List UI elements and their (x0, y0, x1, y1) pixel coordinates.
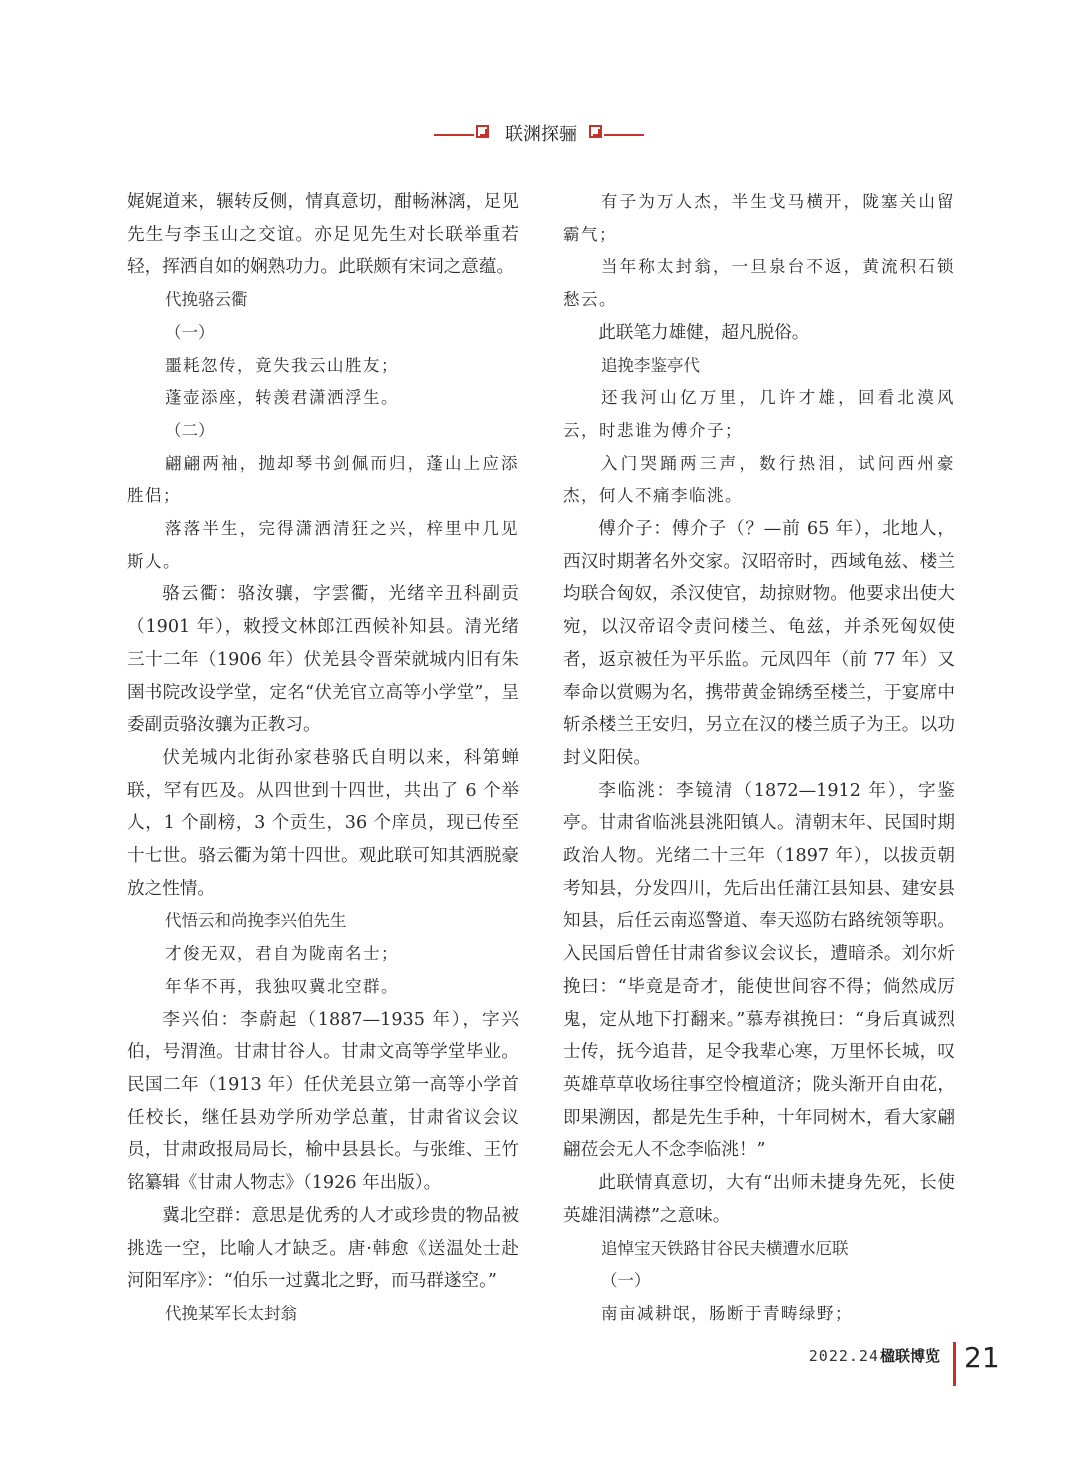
couplet-line: 落落半生，完得潇洒清狂之兴，梓里中几见斯人。 (127, 519, 519, 571)
paragraph: 骆云衢：骆汝骧，字雲衢，光绪辛丑科副贡（1901 年），敕授文林郎江西候补知县。清光绪三十二年（1906 年）伏羌县令晋荣就城内旧有朱圉书院改设学堂，定名“伏羌官立高等小学堂”，呈委副贡骆汝骧为正教习。 (127, 584, 519, 736)
couplet-line: 还我河山亿万里，几许才雄，回看北漠风云，时悲谁为傅介子； (563, 388, 955, 440)
left-column (127, 186, 519, 1331)
couplet-heading: 代悟云和尚挽李兴伯先生 (165, 911, 347, 931)
paragraph: 此联笔力雄健，超凡脱俗。 (598, 322, 810, 343)
couplet-line: 噩耗忽传，竟失我云山胜友； (165, 355, 399, 375)
couplet-heading: 追挽李鉴亭代 (601, 355, 700, 375)
couplet-line: 翩翩两袖，抛却琴书剑佩而归，蓬山上应添胜侣； (127, 453, 519, 506)
couplet-heading: （二） (165, 420, 215, 440)
paragraph: 李临洮：李镜清（1872—1912 年），字鉴亭。甘肃省临洮县洮阳镇人。清朝末年、民国时期政治人物。光绪二十三年（1897 年），以拔贡朝考知县，分发四川，先后出任蒲江县知县、建安县知县，后任云南巡警道、奉天巡防右路统领等职。入民国后曾任甘肃省参议会议长，遭暗杀。刘尔炘挽曰：“毕竟是奇才，能使世间容不得；倘然成厉鬼，定从地下打翻来。”慕寿祺挽曰：“身后真诚烈士传，抚今追昔，足令我辈心寒，万里怀长城，叹英雄草草收场往事空怜檀道济；陇头渐开自由花，即果溯因，都是先生手种，十年同树木，看大家翩翩莅会无人不念李临洮！” (563, 780, 955, 1161)
couplet-line: 入门哭踊两三声，数行热泪，试问西州豪杰，何人不痛李临洮。 (563, 453, 955, 506)
paragraph: 李兴伯：李蔚起（1887—1935 年），字兴伯，号渭渔。甘肃甘谷人。甘肃文高等学堂毕业。民国二年（1913 年）任伏羌县立第一高等小学首任校长，继任县劝学所劝学总董，甘肃省议会议员，甘肃政报局局长，榆中县县长。与张维、王竹铭纂辑《甘肃人物志》（1926 年出版）。 (127, 1009, 519, 1194)
page-number: 21 (964, 1341, 1000, 1374)
section-title: 联渊探骊 (505, 124, 577, 145)
footer-divider (953, 1342, 956, 1386)
magazine-name: 楹联博览 (879, 1347, 940, 1365)
couplet-line: 当年称太封翁，一旦泉台不返，黄流积石锁愁云。 (563, 257, 955, 310)
paragraph: 伏羌城内北街孙家巷骆氏自明以来，科第蝉联，罕有匹及。从四世到十四世，共出了 6 个举人，1 个副榜，3 个贡生，36 个庠员，现已传至十七世。骆云衢为第十四世。观此联可知其洒脱豪放之性情。 (127, 747, 519, 899)
paragraph: 冀北空群：意思是优秀的人才或珍贵的物品被挑选一空，比喻人才缺乏。唐·韩愈《送温处士赴河阳军序》：“伯乐一过冀北之野，而马群遂空。” (127, 1205, 519, 1292)
paragraph: 娓娓道来，辗转反侧，情真意切，酣畅淋漓，足见先生与李玉山之交谊。亦足见先生对长联举重若轻，挥洒自如的娴熟功力。此联颇有宋词之意蕴。 (127, 192, 519, 278)
paragraph: 此联情真意切，大有“出师未捷身先死，长使英雄泪满襟”之意味。 (563, 1173, 955, 1226)
corner-ornament-right-icon (589, 125, 602, 138)
paragraph: 傅介子：傅介子（？—前 65 年），北地人，西汉时期著名外交家。汉昭帝时，西域龟兹、楼兰均联合匈奴，杀汉使官，劫掠财物。他要求出使大宛，以汉帝诏令责问楼兰、龟兹，并杀死匈奴使者，返京被任为平乐监。元凤四年（前 77 年）又奉命以赏赐为名，携带黄金锦绣至楼兰，于宴席中斩杀楼兰王安归，另立在汉的楼兰质子为王。以功封义阳侯。 (563, 519, 955, 768)
section-header (0, 118, 1080, 154)
corner-ornament-left-icon (476, 125, 489, 138)
header-rule-left (434, 134, 474, 136)
header-rule-right (604, 134, 644, 136)
issue-number: 2022.24 (808, 1347, 879, 1365)
page-footer (0, 1343, 1080, 1393)
couplet-heading: 代挽骆云衢 (165, 290, 248, 310)
couplet-line: 有子为万人杰，半生戈马横开，陇塞关山留霸气； (563, 192, 955, 244)
couplet-heading: （一） (601, 1271, 651, 1291)
couplet-heading: 代挽某军长太封翁 (165, 1303, 297, 1323)
couplet-line: 南亩减耕氓，肠断于青畴绿野； (601, 1303, 853, 1323)
couplet-line: 才俊无双，君自为陇南名士； (165, 944, 399, 964)
couplet-line: 蓬壶添座，转羡君潇洒浮生。 (165, 388, 399, 408)
right-column (563, 186, 955, 1331)
couplet-heading: 追悼宝天铁路甘谷民夫横遭水厄联 (601, 1238, 849, 1258)
couplet-heading: （一） (165, 322, 215, 342)
couplet-line: 年华不再，我独叹冀北空群。 (165, 976, 399, 996)
